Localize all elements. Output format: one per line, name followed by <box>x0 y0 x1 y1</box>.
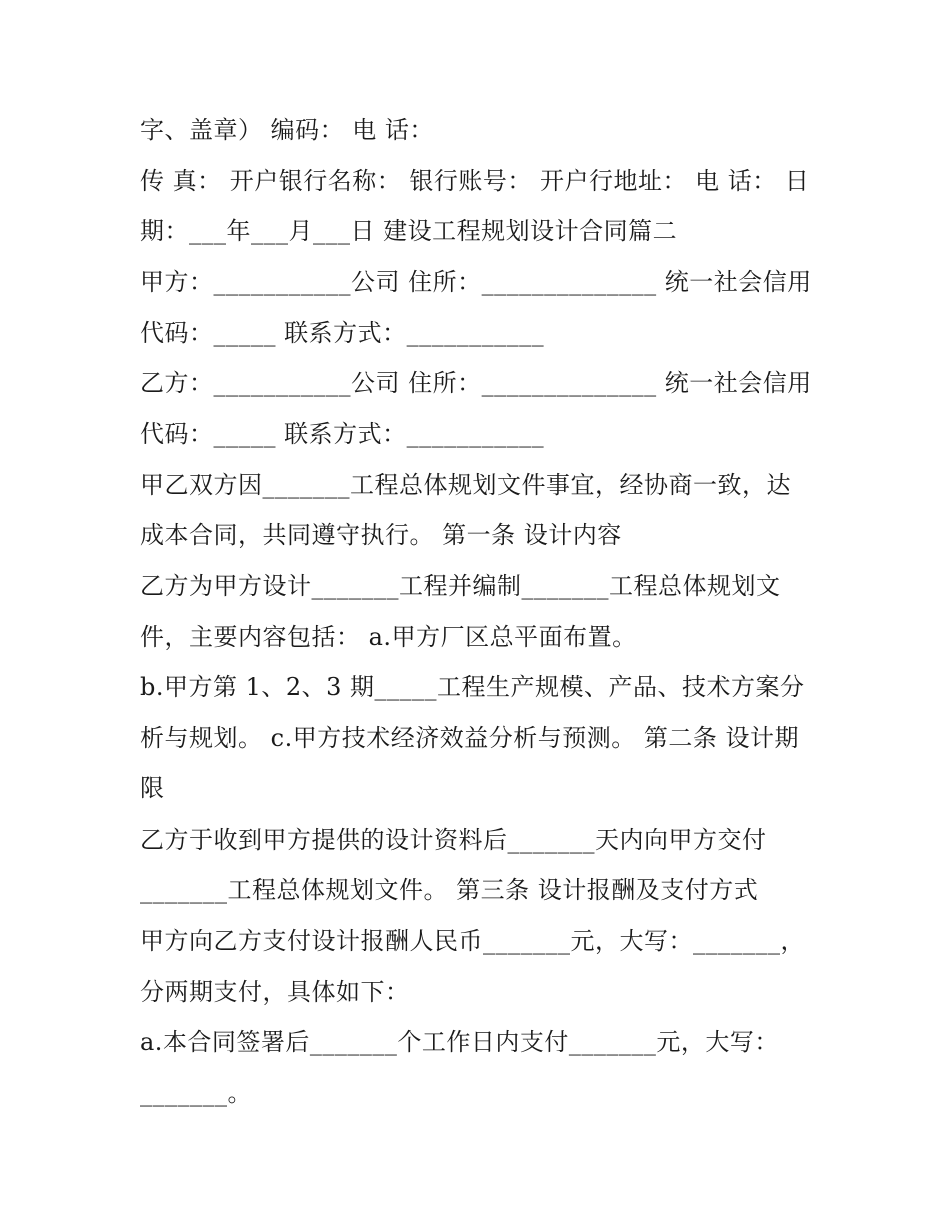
text-line-10: 乙方为甲方设计_______工程并编制_______工程总体规划文 <box>140 572 781 600</box>
text-line-20: _______。 <box>140 1079 252 1107</box>
text-line-17: 甲方向乙方支付设计报酬人民币_______元，大写：_______， <box>140 927 805 955</box>
text-line-9: 成本合同，共同遵守执行。 第一条 设计内容 <box>140 521 622 549</box>
text-line-16: _______工程总体规划文件。 第三条 设计报酬及支付方式 <box>140 876 759 904</box>
text-line-19: a.本合同签署后_______个工作日内支付_______元，大写： <box>140 1028 779 1056</box>
text-line-14: 限 <box>140 774 165 802</box>
text-line-3: 期：___年___月___日 建设工程规划设计合同篇二 <box>140 217 678 245</box>
text-line-12: b.甲方第 1、2、3 期_____工程生产规模、产品、技术方案分 <box>140 673 805 701</box>
text-line-4: 甲方：___________公司 住所：______________ 统一社会信用 <box>140 268 812 296</box>
text-line-1: 字、盖章） 编码： 电 话： <box>140 116 434 144</box>
text-line-5: 代码：_____ 联系方式：___________ <box>140 319 545 347</box>
text-line-15: 乙方于收到甲方提供的设计资料后_______天内向甲方交付 <box>140 826 767 854</box>
text-line-7: 代码：_____ 联系方式：___________ <box>140 420 545 448</box>
text-line-8: 甲乙双方因_______工程总体规划文件事宜，经协商一致，达 <box>140 471 791 499</box>
text-line-2: 传 真： 开户银行名称： 银行账号： 开户行地址： 电 话： 日 <box>140 167 810 195</box>
text-line-6: 乙方：___________公司 住所：______________ 统一社会信用 <box>140 369 812 397</box>
text-line-18: 分两期支付，具体如下： <box>140 978 410 1006</box>
text-line-11: 件，主要内容包括： a.甲方厂区总平面布置。 <box>140 623 637 651</box>
text-line-13: 析与规划。 c.甲方技术经济效益分析与预测。 第二条 设计期 <box>140 724 799 752</box>
